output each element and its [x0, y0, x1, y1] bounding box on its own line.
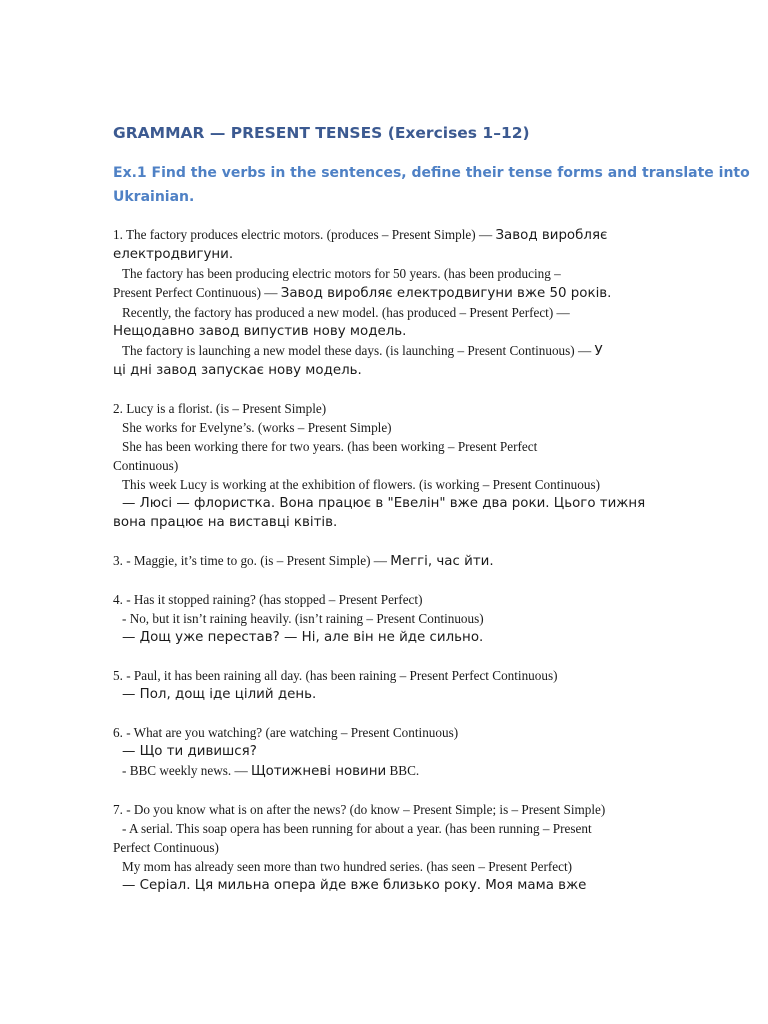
item-5: [113, 666, 658, 704]
ukrainian-text: — Що ти дивишся?: [122, 744, 257, 759]
text-line: [113, 761, 658, 781]
english-text: - No, but it isn’t raining heavily. (isn’t raining – Present Continuous): [122, 611, 484, 626]
exercise-title-line: Ex.1 Find the verbs in the sentences, define their tense forms and translate into: [113, 165, 750, 181]
text-line: [113, 551, 658, 571]
exercise-body: [113, 225, 658, 914]
english-text: Perfect Continuous): [113, 840, 219, 855]
english-text: The factory has been producing electric motors for 50 years. (has been producing –: [122, 266, 561, 281]
english-text: 1. The factory produces electric motors. (produces – Present Simple) —: [113, 227, 496, 242]
document-heading: GRAMMAR — PRESENT TENSES (Exercises 1–12): [113, 124, 530, 142]
ukrainian-text: Завод виробляє: [495, 228, 608, 243]
item-3: [113, 551, 658, 571]
ukrainian-text: Нещодавно завод випустив нову модель.: [113, 324, 407, 339]
text-line: [113, 225, 658, 245]
ukrainian-text: ці дні завод запускає нову модель.: [113, 363, 362, 378]
english-text: Present Perfect Continuous) —: [113, 285, 281, 300]
ukrainian-text: Меггі, час йти.: [390, 554, 494, 569]
english-text: The factory is launching a new model these days. (is launching – Present Continuous) —: [122, 343, 595, 358]
english-text: Continuous): [113, 458, 179, 473]
ukrainian-text: — Серіал. Ця мильна опера йде вже близько року. Моя мама вже: [122, 878, 587, 893]
ukrainian-text: У: [594, 344, 603, 359]
english-text: She works for Evelyne’s. (works – Present Simple): [122, 420, 392, 435]
english-text: This week Lucy is working at the exhibition of flowers. (is working – Present Continuous): [122, 477, 600, 492]
english-text: - BBC weekly news. —: [122, 763, 251, 778]
english-text: 5. - Paul, it has been raining all day. (has been raining – Present Perfect Continuous): [113, 668, 558, 683]
english-text: My mom has already seen more than two hundred series. (has seen – Present Perfect): [122, 859, 573, 874]
ukrainian-text: електродвигуни.: [113, 247, 234, 262]
item-7: [113, 800, 658, 895]
item-4: [113, 590, 658, 647]
exercise-title-line: Ukrainian.: [113, 189, 195, 205]
english-text: - A serial. This soap opera has been running for about a year. (has been running – Present: [122, 821, 592, 836]
english-text: 2. Lucy is a florist. (is – Present Simple): [113, 401, 327, 416]
item-2: [113, 399, 658, 532]
english-text: She has been working there for two years. (has been working – Present Perfect: [122, 439, 538, 454]
text-line: [113, 283, 658, 303]
ukrainian-text: — Люсі — флористка. Вона працює в "Евелін" вже два роки. Цього тижня: [122, 496, 646, 511]
exercise-title: [113, 161, 750, 209]
english-text: BBC.: [386, 763, 420, 778]
english-text: 6. - What are you watching? (are watching – Present Continuous): [113, 725, 459, 740]
ukrainian-text: Щотижневі новини: [250, 764, 387, 779]
english-text: 3. - Maggie, it’s time to go. (is – Present Simple) —: [113, 553, 391, 568]
english-text: 4. - Has it stopped raining? (has stopped – Present Perfect): [113, 592, 423, 607]
text-line: [113, 341, 658, 361]
item-1: [113, 225, 658, 380]
ukrainian-text: — Пол, дощ іде цілий день.: [122, 687, 317, 702]
ukrainian-text: Завод виробляє електродвигуни вже 50 років.: [280, 286, 612, 301]
english-text: 7. - Do you know what is on after the news? (do know – Present Simple; is – Present Simple): [113, 802, 606, 817]
ukrainian-text: — Дощ уже перестав? — Ні, але він не йде сильно.: [122, 630, 484, 645]
ukrainian-text: вона працює на виставці квітів.: [113, 515, 338, 530]
item-6: [113, 723, 658, 781]
english-text: Recently, the factory has produced a new model. (has produced – Present Perfect) —: [122, 305, 570, 320]
